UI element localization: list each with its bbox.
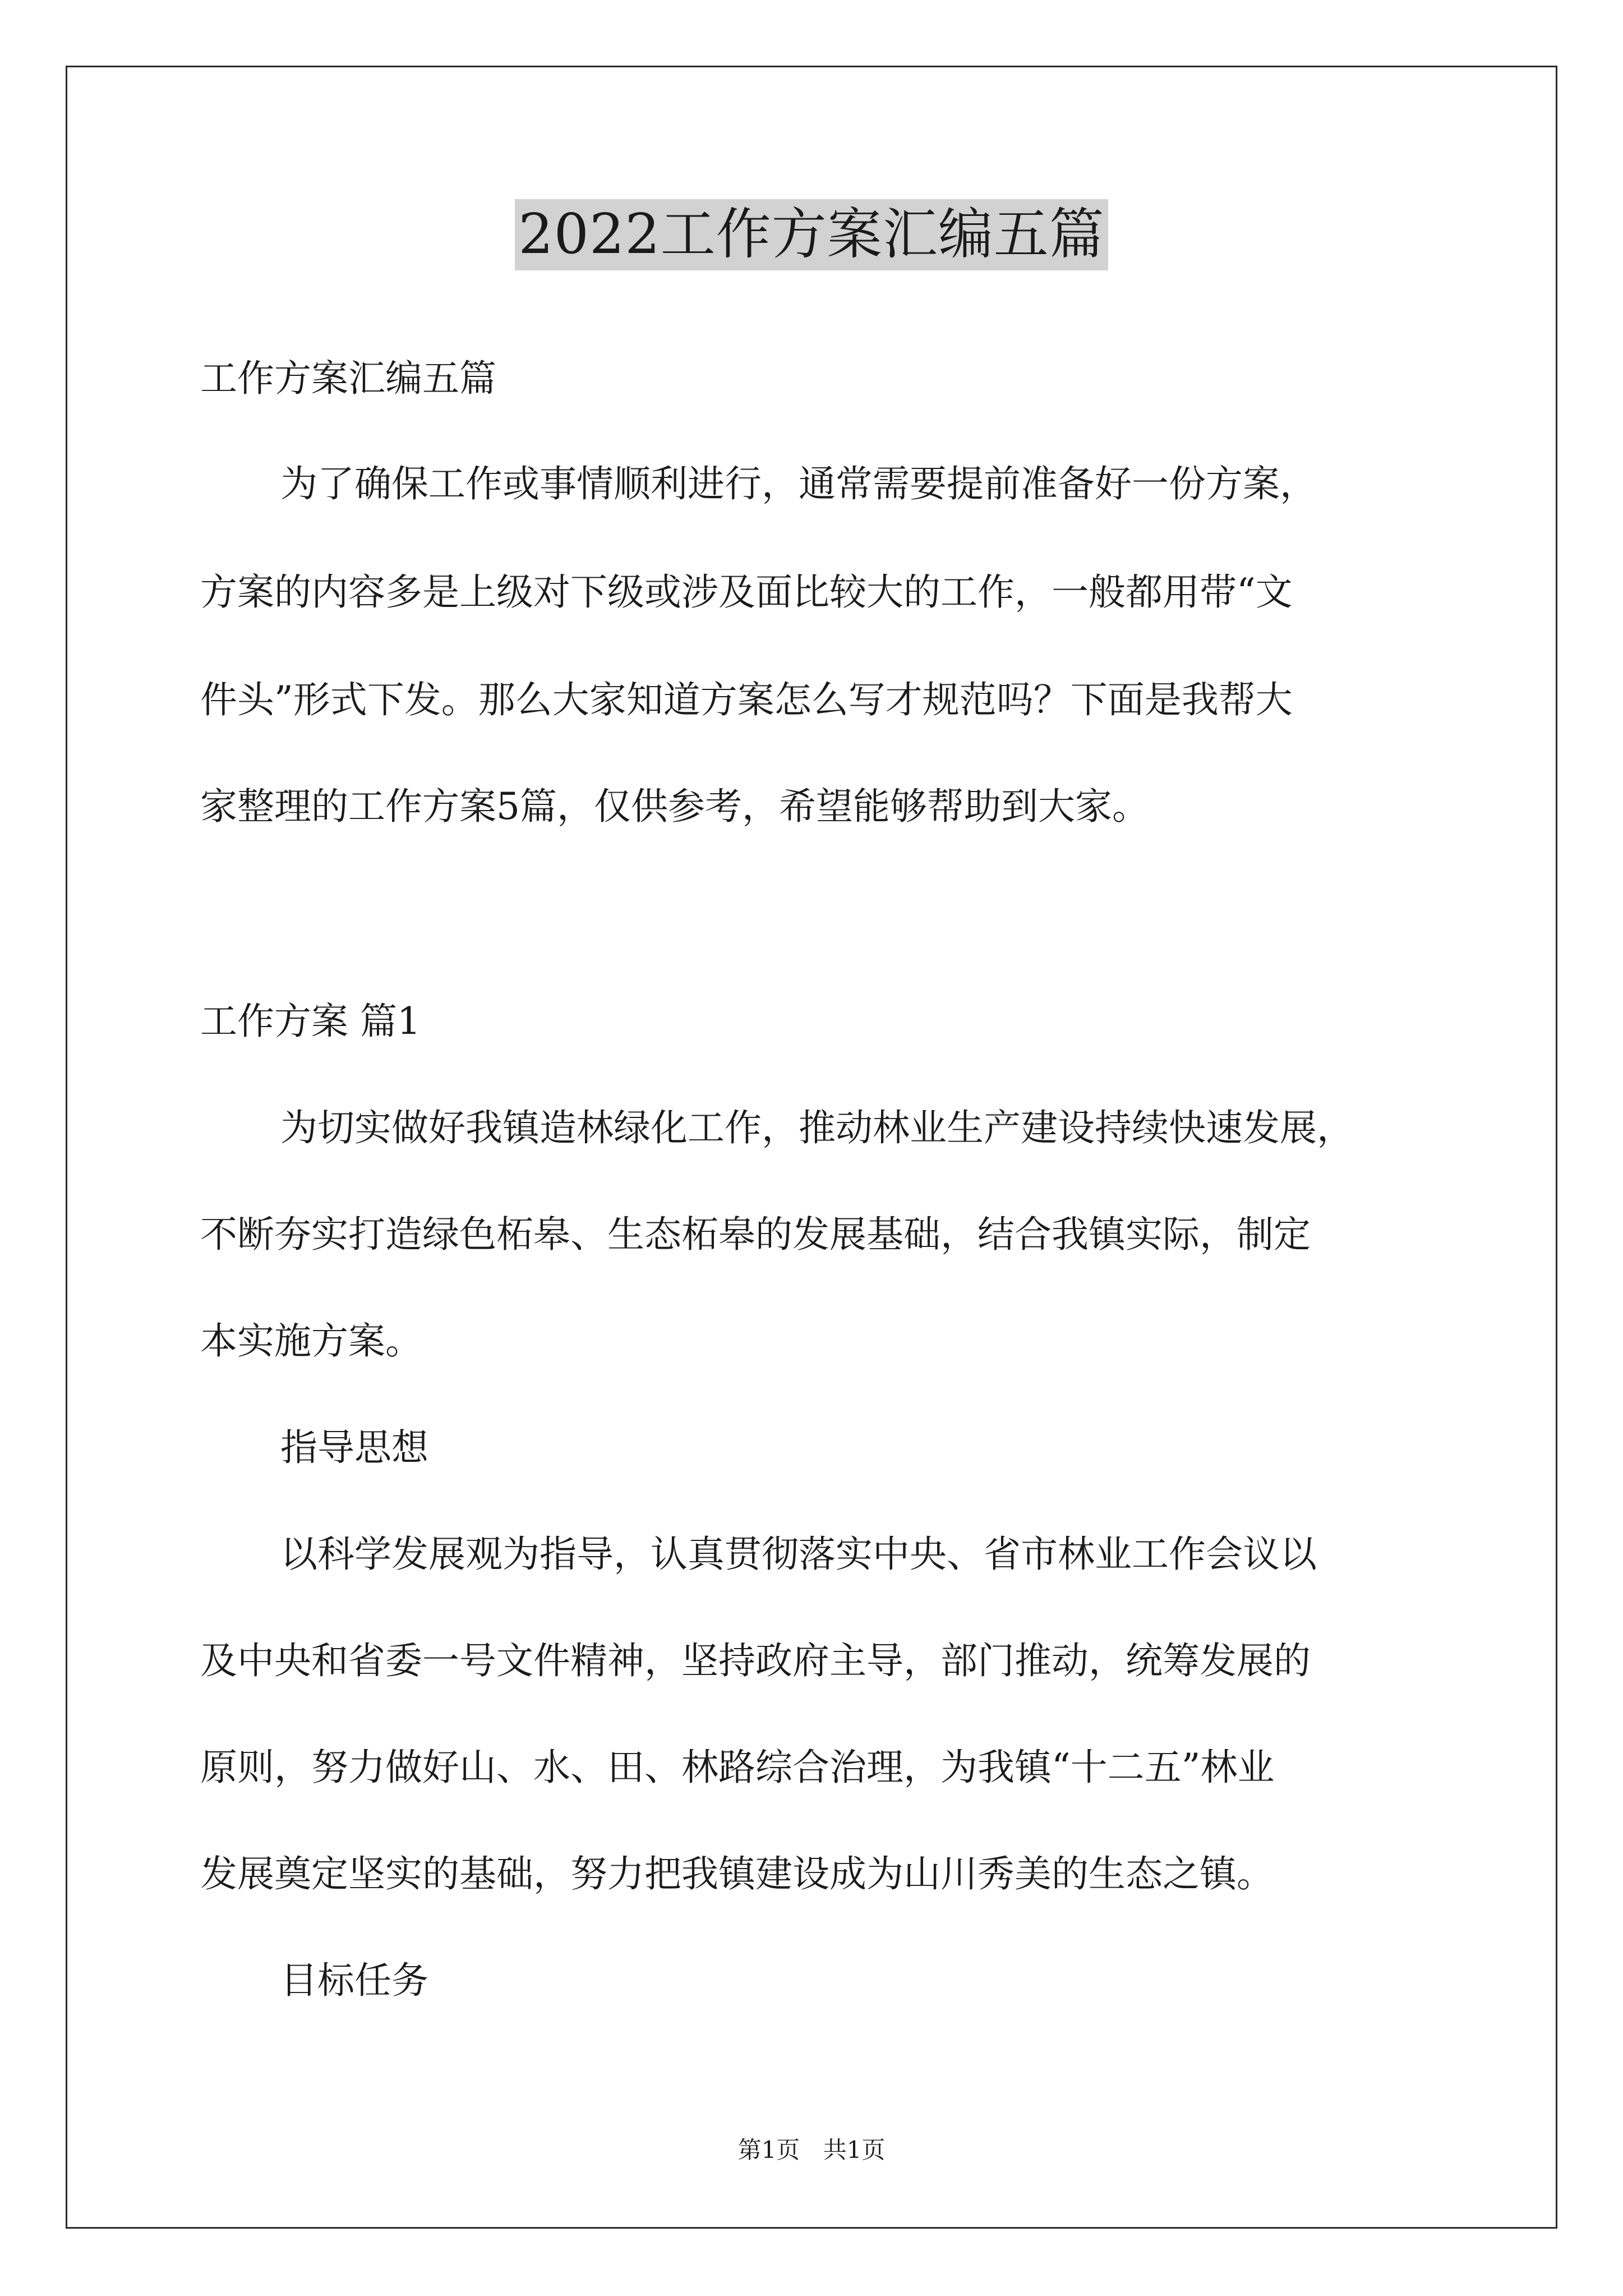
document-subtitle: 工作方案汇编五篇: [200, 357, 496, 400]
guiding-line-2: 及中央和省委一号文件精神，坚持政府主导，部门推动，统筹发展的: [200, 1639, 1311, 1682]
document-title: 2022工作方案汇编五篇: [515, 199, 1108, 270]
page-number: 第1页: [737, 2136, 800, 2164]
section-intro-line-1: 为切实做好我镇造林绿化工作，推动林业生产建设持续快速发展，: [280, 1106, 1354, 1149]
intro-line-4: 家整理的工作方案5篇，仅供参考，希望能够帮助到大家。: [200, 785, 1149, 828]
section-intro-line-2: 不断夯实打造绿色柘皋、生态柘皋的发展基础，结合我镇实际，制定: [200, 1213, 1311, 1256]
title-container: [0, 199, 1623, 270]
guiding-heading: 指导思想: [280, 1426, 428, 1469]
guiding-line-4: 发展奠定坚实的基础，努力把我镇建设成为山川秀美的生态之镇。: [200, 1852, 1274, 1895]
section-heading: 工作方案 篇1: [200, 1000, 421, 1043]
section-intro-line-3: 本实施方案。: [200, 1319, 422, 1363]
guiding-line-1: 以科学发展观为指导，认真贯彻落实中央、省市林业工作会议以: [280, 1533, 1317, 1576]
page-total: 共1页: [823, 2136, 886, 2164]
page-footer: [0, 2132, 1623, 2165]
intro-line-3: 件头”形式下发。那么大家知道方案怎么写才规范吗？下面是我帮大: [200, 678, 1293, 721]
goals-heading: 目标任务: [280, 1959, 428, 2002]
intro-line-2: 方案的内容多是上级对下级或涉及面比较大的工作，一般都用带“文: [200, 570, 1293, 614]
guiding-line-3: 原则，努力做好山、水、田、林路综合治理，为我镇“十二五”林业: [200, 1746, 1275, 1789]
intro-line-1: 为了确保工作或事情顺利进行，通常需要提前准备好一份方案，: [280, 462, 1317, 505]
